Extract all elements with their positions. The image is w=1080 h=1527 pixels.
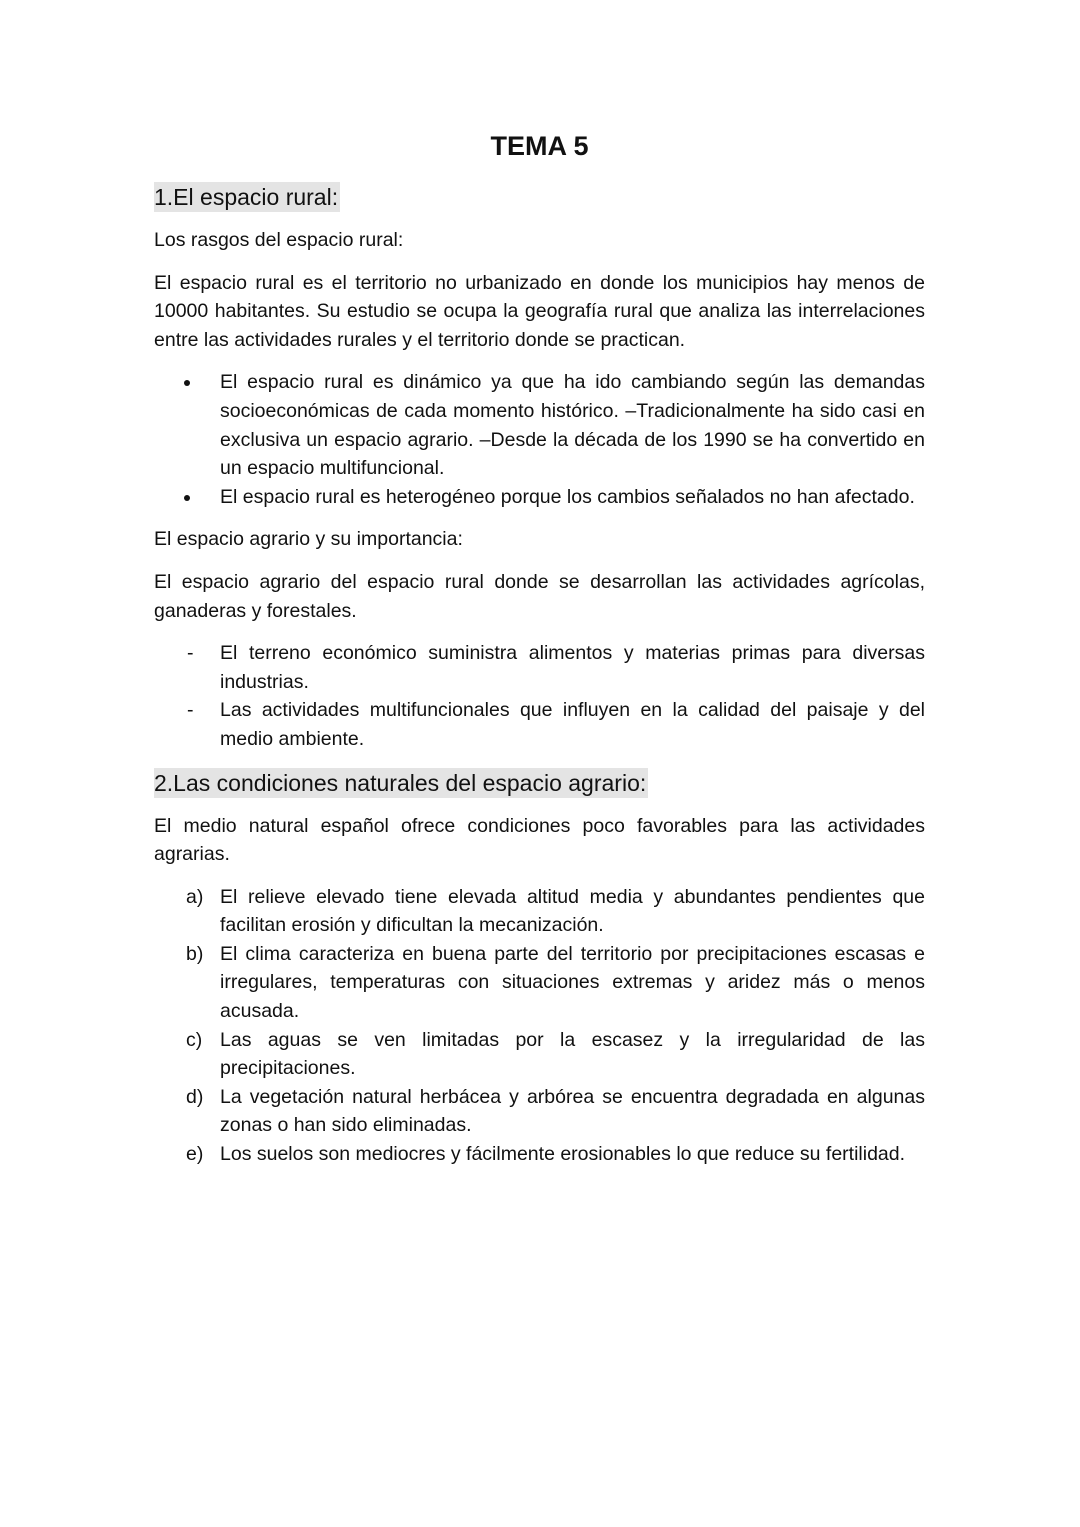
- list-item: [154, 883, 925, 940]
- list-item: [154, 940, 925, 1026]
- list-item-text: El clima caracteriza en buena parte del territorio por precipitaciones escasas e irregulares, temperaturas con situaciones extremas y aridez más o menos acusada.: [220, 942, 925, 1023]
- list-item: [154, 1140, 925, 1169]
- lettered-list: [154, 883, 925, 1169]
- list-letter: b): [186, 942, 204, 965]
- list-item-text: El espacio rural es dinámico ya que ha ido cambiando según las demandas socioeconómicas de cada momento histórico. –Tradicionalmente ha sido casi en exclusiva un espacio agrario. –Desde la década de los 1990 se ha convertido en un espacio multifuncional.: [220, 371, 925, 480]
- bullet-icon: [184, 380, 190, 386]
- dash-marker: -: [187, 642, 194, 665]
- document-page: [154, 128, 925, 1183]
- bullet-icon: [184, 495, 190, 501]
- list-item-text: El espacio rural es heterogéneo porque los cambios señalados no han afectado.: [220, 485, 915, 508]
- list-item-text: El relieve elevado tiene elevada altitud media y abundantes pendientes que facilitan erosión y dificultan la mecanización.: [220, 885, 925, 937]
- list-item: [154, 368, 925, 482]
- list-letter: e): [186, 1143, 204, 1166]
- paragraph-espacio-agrario: El espacio agrario del espacio rural donde se desarrollan las actividades agrícolas, ganaderas y forestales.: [154, 570, 925, 622]
- section-2-heading: 2.Las condiciones naturales del espacio agrario:: [154, 769, 647, 796]
- section-1-heading: 1.El espacio rural:: [154, 184, 339, 210]
- list-item-text: Las aguas se ven limitadas por la escasez y la irregularidad de las precipitaciones.: [220, 1028, 925, 1080]
- paragraph-medio-natural: El medio natural español ofrece condiciones poco favorables para las actividades agrarias.: [154, 814, 925, 866]
- list-item: [154, 1026, 925, 1083]
- list-letter: d): [186, 1085, 204, 1108]
- section-1-heading-wrap: [154, 182, 925, 212]
- subheading-espacio-agrario: El espacio agrario y su importancia:: [154, 528, 463, 551]
- list-item-text: El terreno económico suministra alimentos y materias primas para diversas industrias.: [220, 642, 925, 693]
- bullet-list: [154, 368, 925, 511]
- section-2-heading-wrap: [154, 768, 925, 798]
- list-item: [154, 483, 925, 512]
- dash-list: [154, 639, 925, 753]
- list-item-text: Los suelos son mediocres y fácilmente erosionables lo que reduce su fertilidad.: [220, 1143, 906, 1166]
- paragraph-espacio-rural: El espacio rural es el territorio no urbanizado en donde los municipios hay menos de 10000 habitantes. Su estudio se ocupa la geografía rural que analiza las interrelaciones entre las actividades rurales y el territorio donde se practican.: [154, 271, 925, 351]
- list-item: [154, 639, 925, 696]
- dash-marker: -: [187, 699, 194, 722]
- list-letter: a): [186, 885, 204, 908]
- document-title: TEMA 5: [490, 131, 589, 161]
- list-item-text: La vegetación natural herbácea y arbórea se encuentra degradada en algunas zonas o han sido eliminadas.: [220, 1085, 925, 1137]
- list-letter: c): [186, 1028, 203, 1051]
- subheading-rasgos: Los rasgos del espacio rural:: [154, 229, 404, 251]
- list-item-text: Las actividades multifuncionales que influyen en la calidad del paisaje y del medio ambiente.: [220, 699, 925, 750]
- list-item: [154, 696, 925, 753]
- list-item: [154, 1083, 925, 1140]
